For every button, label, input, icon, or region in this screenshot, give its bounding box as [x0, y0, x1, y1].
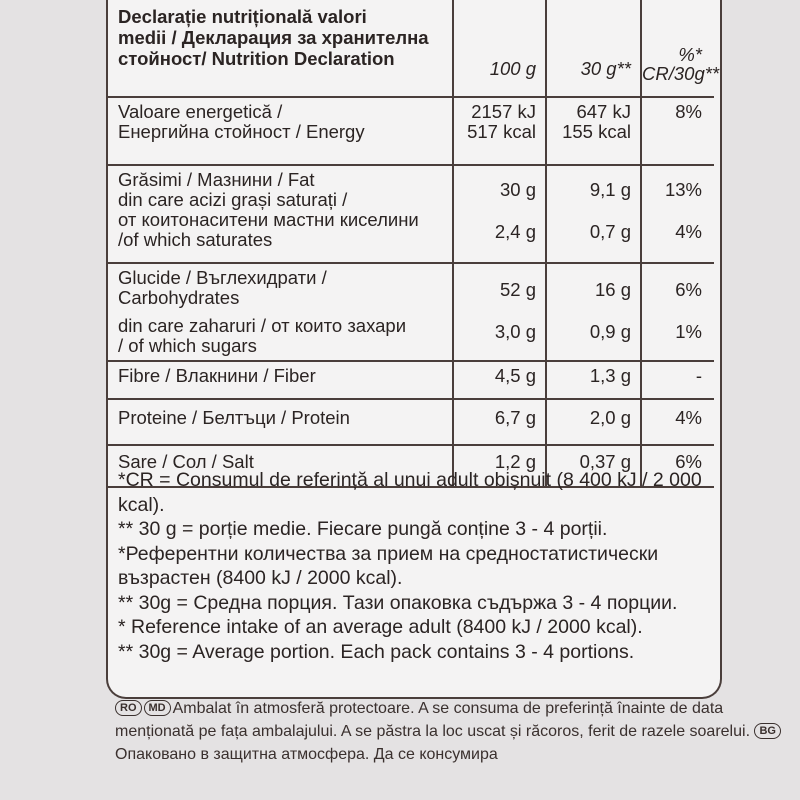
fibre-cr: -	[641, 361, 714, 399]
energy-label-1: Valoare energetică /	[118, 101, 283, 122]
sugars-label-1: din care zaharuri / от които захари	[118, 315, 407, 336]
table-row-fat	[108, 165, 714, 263]
carbs-cr: 6%	[675, 279, 702, 300]
country-badge-ro: RO	[115, 700, 142, 716]
protein-label: Proteine / Белтъци / Protein	[108, 399, 453, 445]
column-header-cr: %* CR/30g**	[641, 0, 714, 97]
table-row-carbohydrates	[108, 263, 714, 361]
carbs-label-1: Glucide / Въглехидрати /	[118, 267, 327, 288]
sugars-100g: 3,0 g	[494, 321, 536, 342]
table-header-row	[108, 0, 714, 97]
energy-label-2: Енергийна стойност / Energy	[118, 121, 365, 142]
footnote-en-portion: ** 30g = Average portion. Each pack contains 3 - 4 portions.	[118, 640, 635, 663]
table-row-fibre	[108, 361, 714, 399]
saturates-100g: 2,4 g	[494, 221, 536, 242]
protein-30g: 2,0 g	[546, 399, 641, 445]
sugars-cr: 1%	[675, 321, 702, 342]
saturates-label-3: /of which saturates	[118, 229, 273, 250]
salt-label: Sare / Сол / Salt	[108, 445, 453, 487]
energy-30g-kj: 647 kJ	[576, 101, 631, 122]
fat-100g: 30 g	[499, 179, 536, 200]
fibre-100g: 4,5 g	[453, 361, 546, 399]
footnote-ro-portion: ** 30 g = porție medie. Fiecare pungă conține 3 - 4 porții.	[118, 518, 608, 540]
footnotes	[118, 468, 708, 664]
table-title: Declarație nutrițională valori medii / Декларация за хранителна стойност/ Nutrition Declaration	[108, 0, 453, 97]
footnote-ro-cr: *CR = Consumul de referință al unui adult obișnuit (8 400 kJ / 2 000 kcal).	[118, 469, 702, 516]
carbs-100g: 52 g	[499, 279, 536, 300]
salt-100g: 1,2 g	[453, 445, 546, 487]
fat-label: Grăsimi / Мазнини / Fat	[118, 169, 315, 190]
footnote-bg-portion: ** 30g = Средна порция. Тази опаковка съдържа 3 - 4 порции.	[118, 591, 678, 614]
fibre-30g: 1,3 g	[546, 361, 641, 399]
fat-30g: 9,1 g	[589, 179, 631, 200]
column-header-100g: 100 g	[453, 0, 546, 97]
storage-text-bg: Опаковано в защитна атмосфера. Да се консумира	[115, 746, 498, 763]
energy-cr: 8%	[675, 101, 702, 122]
nutrition-label	[106, 0, 722, 699]
energy-100g-kj: 2157 kJ	[471, 101, 536, 122]
table-row-energy	[108, 97, 714, 165]
nutrition-table	[108, 0, 720, 488]
protein-cr: 4%	[641, 399, 714, 445]
energy-100g-kcal: 517 kcal	[467, 121, 536, 142]
fat-cr: 13%	[664, 179, 702, 200]
storage-instructions	[115, 697, 800, 766]
footnote-en-cr: * Reference intake of an average adult (8400 kJ / 2000 kcal).	[118, 616, 643, 638]
country-badge-bg: BG	[754, 723, 781, 739]
saturates-cr: 4%	[675, 221, 702, 242]
table-row-protein	[108, 399, 714, 445]
saturates-label-1: din care acizi grași saturați /	[118, 189, 348, 210]
carbs-label-2: Carbohydrates	[118, 287, 240, 308]
energy-30g-kcal: 155 kcal	[562, 121, 631, 142]
saturates-30g: 0,7 g	[589, 221, 631, 242]
fibre-label: Fibre / Влакнини / Fiber	[108, 361, 453, 399]
sugars-30g: 0,9 g	[589, 321, 631, 342]
footnote-bg-cr: *Референтни количества за прием на средностатистически възрастен (8400 kJ / 2000 kcal).	[118, 542, 659, 589]
sugars-label-2: / of which sugars	[118, 335, 257, 356]
protein-100g: 6,7 g	[453, 399, 546, 445]
saturates-label-2: от коитонаситени мастни киселини	[118, 209, 419, 230]
carbs-30g: 16 g	[594, 279, 631, 300]
storage-text-ro: Ambalat în atmosferă protectoare. A se consuma de preferință înainte de data menționată pe fața ambalajului. A se păstra la loc uscat și răcoros, ferit de razele soarelui.	[115, 700, 751, 740]
salt-cr: 6%	[641, 445, 714, 487]
column-header-30g: 30 g**	[546, 0, 641, 97]
salt-30g: 0,37 g	[546, 445, 641, 487]
country-badge-md: MD	[144, 700, 171, 716]
